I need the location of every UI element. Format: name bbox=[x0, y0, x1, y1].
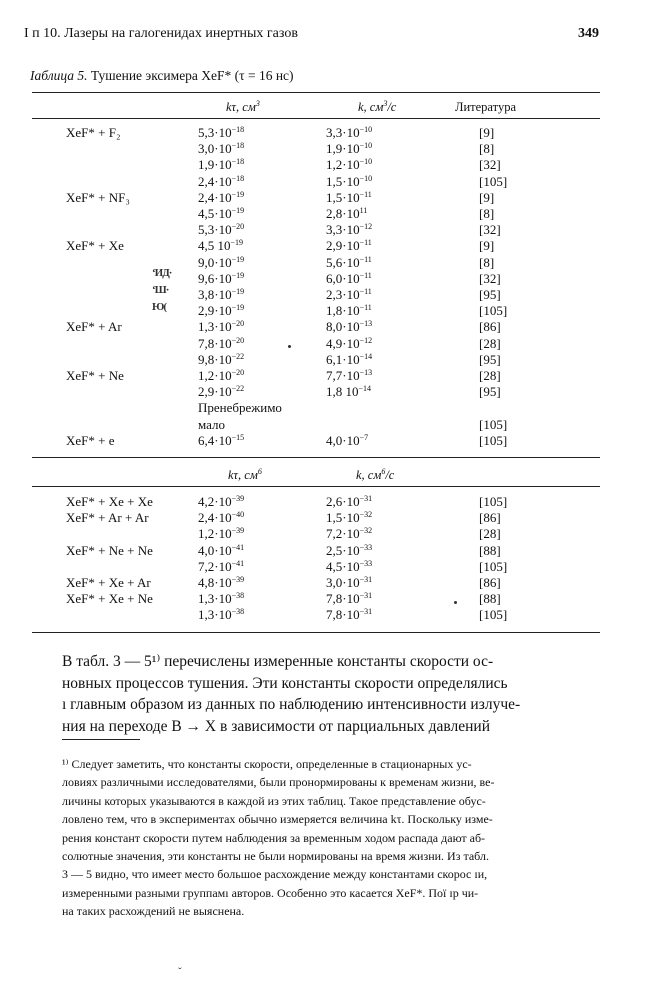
k-cell: $1,5\cdot 10^{-11}$ bbox=[326, 189, 372, 205]
kt-cell: $1,3\cdot 10^{-20}$ bbox=[198, 319, 245, 335]
footnote-line: ловлено тем, что в экспериментах обычно измеряется величина kτ. Поскольку изме- bbox=[62, 812, 493, 827]
table-row bbox=[0, 575, 649, 591]
page-number: 349 bbox=[578, 26, 599, 41]
scan-speck bbox=[454, 601, 457, 604]
kt-cell: $3,8\cdot 10^{-19}$ bbox=[198, 287, 245, 302]
kt-cell: 4,5 $10^{-19}$ bbox=[198, 238, 244, 254]
table-row bbox=[0, 190, 649, 206]
kt-cell: $4,2\cdot 10^{-39}$ bbox=[198, 494, 245, 509]
scan-artifact: ʻИД· bbox=[152, 267, 172, 279]
kt-cell: $2,4\cdot 10^{-18}$ bbox=[198, 173, 245, 189]
k-cell: $3,3\cdot 10^{-12}$ bbox=[326, 222, 373, 238]
k-cell: $2,6\cdot 10^{-31}$ bbox=[326, 494, 373, 509]
table-row bbox=[0, 222, 649, 238]
kt-cell: $4,0\cdot 10^{-41}$ bbox=[198, 542, 245, 558]
kt-cell: $4,8\cdot 10^{-39}$ bbox=[198, 575, 245, 590]
table-row bbox=[0, 433, 649, 449]
scan-artifact: ʻШ· bbox=[152, 284, 169, 296]
literature-cell: [88] bbox=[479, 542, 501, 558]
table-row bbox=[0, 174, 649, 190]
table-row bbox=[0, 303, 649, 319]
literature-cell: [9] bbox=[479, 125, 495, 140]
kt-cell: $9,8\cdot 10^{-22}$ bbox=[198, 351, 245, 367]
literature-cell: [32] bbox=[479, 222, 501, 238]
scan-speck bbox=[288, 345, 291, 348]
kt-cell: $1,3\cdot 10^{-38}$ bbox=[198, 607, 245, 623]
table-row bbox=[0, 255, 649, 271]
footnote-line: на таких расхождений не выяснена. bbox=[62, 904, 245, 919]
literature-cell: [8] bbox=[479, 206, 495, 221]
kt-cell: $2,4\cdot 10^{-40}$ bbox=[198, 510, 245, 526]
kt-cell: $1,9\cdot 10^{-18}$ bbox=[198, 157, 245, 173]
footnote-line: личины которых указываются в каждой из этих таблиц. Такое представление обус- bbox=[62, 793, 486, 808]
kt-cell: $5,3\cdot 10^{-18}$ bbox=[198, 125, 245, 140]
col-header-k-3body: k, $см^6/с$ bbox=[356, 467, 395, 482]
reaction-cell: XeF* + Xe bbox=[66, 238, 124, 254]
literature-cell: [105] bbox=[479, 303, 508, 319]
k-cell: $6,1\cdot 10^{-14}$ bbox=[326, 351, 373, 367]
kt-cell: $2,9\cdot 10^{-19}$ bbox=[198, 303, 245, 319]
k-cell: $7,2\cdot 10^{-32}$ bbox=[326, 526, 373, 542]
k-cell: $4,9\cdot 10^{-12}$ bbox=[326, 335, 373, 351]
table-row bbox=[0, 526, 649, 542]
literature-cell: [105] bbox=[479, 432, 508, 448]
reaction-cell: XeF* + F₂ bbox=[66, 125, 121, 140]
table-row bbox=[0, 607, 649, 623]
reaction-cell: XeF* + Ar + Ar bbox=[66, 510, 149, 526]
table-row bbox=[0, 384, 649, 400]
k-cell: $1,2\cdot 10^{-10}$ bbox=[326, 157, 373, 173]
kt-cell: $2,9\cdot 10^{-22}$ bbox=[198, 384, 245, 400]
footnote-line: ¹⁾ Следует заметить, что константы скорости, определенные в стационарных ус- bbox=[62, 757, 472, 771]
col-header-kt-3body: kτ, $см^6$ bbox=[228, 467, 262, 482]
footnote-line: 3 — 5 видно, что имеет место большое расхождение между константами скорос ɪи, bbox=[62, 867, 488, 882]
kt-cell: $3,0\cdot 10^{-18}$ bbox=[198, 141, 245, 157]
kt-cell: $5,3\cdot 10^{-20}$ bbox=[198, 222, 245, 238]
table-caption-label: Iаблица 5. bbox=[30, 68, 88, 83]
body-paragraph bbox=[62, 651, 542, 737]
k-cell: $7,7\cdot 10^{-13}$ bbox=[326, 368, 373, 383]
k-cell: $2,8\cdot 10^{11}$ bbox=[326, 206, 368, 221]
col-header-k: k, $см^3/с$ bbox=[358, 99, 397, 114]
literature-cell: [95] bbox=[479, 384, 501, 400]
scan-artifact: Ю( bbox=[152, 301, 167, 313]
k-cell: $8,0\cdot 10^{-13}$ bbox=[326, 319, 373, 335]
kt-cell: $6,4\cdot 10^{-15}$ bbox=[198, 432, 245, 448]
kt-cell: $9,0\cdot 10^{-19}$ bbox=[198, 254, 245, 270]
k-cell: $3,0\cdot 10^{-31}$ bbox=[326, 575, 373, 590]
table-row bbox=[0, 238, 649, 254]
col-header-kt: kτ, $см^3$ bbox=[226, 99, 260, 114]
reaction-cell: XeF* + Ar bbox=[66, 319, 122, 335]
kt-cell: $2,4\cdot 10^{-19}$ bbox=[198, 189, 245, 205]
literature-cell: [86] bbox=[479, 510, 501, 526]
literature-cell: [32] bbox=[479, 270, 501, 286]
kt-cell: $7,8\cdot 10^{-20}$ bbox=[198, 335, 245, 351]
k-cell: $2,3\cdot 10^{-11}$ bbox=[326, 287, 372, 302]
k-cell: $4,0\cdot 10^{-7}$ bbox=[326, 432, 369, 448]
table-bottom-rule bbox=[32, 632, 600, 633]
table-top-rule bbox=[32, 92, 600, 93]
literature-cell: [8] bbox=[479, 141, 495, 157]
footnote-line: измеренными разными группамı авторов. Особенно это касается XeF*. Пої ɪр чи- bbox=[62, 885, 479, 900]
literature-cell: [8] bbox=[479, 254, 495, 270]
literature-cell: [28] bbox=[479, 335, 501, 351]
literature-cell: [105] bbox=[479, 416, 508, 432]
paragraph-line: В табл. 3 — 5¹⁾ перечислены измеренные константы скорости ос- bbox=[62, 653, 494, 670]
k-cell: $1,5\cdot 10^{-10}$ bbox=[326, 173, 373, 189]
paragraph-line: новных процессов тушения. Эти константы скорости определялись bbox=[62, 674, 508, 692]
table-row bbox=[0, 287, 649, 303]
table-row bbox=[0, 157, 649, 173]
table-row bbox=[0, 400, 649, 416]
footnote-line: рения констант скорости путем наблюдения за временным ходом распада дают аб- bbox=[62, 830, 486, 845]
footnote-line: солютные значения, эти константы не были нормированы на время жизни. Из табл. bbox=[62, 848, 489, 863]
table-row bbox=[0, 125, 649, 141]
literature-cell: [9] bbox=[479, 238, 495, 254]
table-row bbox=[0, 494, 649, 510]
table-row bbox=[0, 510, 649, 526]
literature-cell: [86] bbox=[479, 319, 501, 335]
reaction-cell: XeF* + Xe + Ar bbox=[66, 575, 151, 590]
kt-cell: $1,2\cdot 10^{-20}$ bbox=[198, 368, 245, 383]
table-row bbox=[0, 543, 649, 559]
table-row bbox=[0, 141, 649, 157]
table-row bbox=[0, 206, 649, 222]
reaction-cell: XeF* + NF₃ bbox=[66, 189, 130, 205]
reaction-cell: XeF* + Xe + Xe bbox=[66, 494, 153, 509]
literature-cell: [28] bbox=[479, 368, 501, 383]
literature-cell: [105] bbox=[479, 494, 508, 509]
table-row bbox=[0, 368, 649, 384]
literature-cell: [105] bbox=[479, 607, 508, 623]
k-cell: $5,6\cdot 10^{-11}$ bbox=[326, 254, 372, 270]
table-row bbox=[0, 336, 649, 352]
kt-cell: мало bbox=[198, 416, 226, 432]
kt-cell: Пренебрежимо bbox=[198, 400, 282, 416]
literature-cell: [88] bbox=[479, 591, 501, 607]
kt-cell: $1,3\cdot 10^{-38}$ bbox=[198, 591, 245, 607]
running-head: I п 10. Лазеры на галогенидах инертных газов bbox=[24, 26, 298, 41]
footnote-rule bbox=[62, 739, 140, 740]
literature-cell: [95] bbox=[479, 287, 501, 302]
paragraph-line: ния на переходе B → X в зависимости от парциальных давлений bbox=[62, 717, 490, 735]
literature-cell: [9] bbox=[479, 189, 495, 205]
table-row bbox=[0, 352, 649, 368]
k-cell: $4,5\cdot 10^{-33}$ bbox=[326, 558, 373, 574]
k-cell: $3,3\cdot 10^{-10}$ bbox=[326, 125, 373, 140]
k-cell: $7,8\cdot 10^{-31}$ bbox=[326, 591, 373, 607]
reaction-cell: XeF* + Xe + Ne bbox=[66, 591, 153, 607]
k-cell: $1,5\cdot 10^{-32}$ bbox=[326, 510, 373, 526]
k-cell: 1,8 $10^{-14}$ bbox=[326, 384, 372, 400]
literature-cell: [86] bbox=[479, 575, 501, 590]
kt-cell: $1,2\cdot 10^{-39}$ bbox=[198, 526, 245, 542]
table-header-rule bbox=[32, 118, 600, 119]
literature-cell: [32] bbox=[479, 157, 501, 173]
literature-cell: [105] bbox=[479, 558, 508, 574]
footnote-line: ловиях различными исследователями, были пронормированы к временам жизни, ве- bbox=[62, 775, 495, 790]
scan-mark: ˇ bbox=[178, 966, 182, 978]
table-caption bbox=[30, 68, 294, 84]
k-cell: $7,8\cdot 10^{-31}$ bbox=[326, 607, 373, 623]
k-cell: $1,8\cdot 10^{-11}$ bbox=[326, 303, 372, 319]
table-subheader-rule bbox=[32, 486, 600, 487]
table-row bbox=[0, 559, 649, 575]
k-cell: $1,9\cdot 10^{-10}$ bbox=[326, 141, 373, 157]
table-row bbox=[0, 271, 649, 287]
literature-cell: [28] bbox=[479, 526, 501, 542]
reaction-cell: XeF* + e bbox=[66, 432, 115, 448]
table-row bbox=[0, 417, 649, 433]
col-header-literature: Литература bbox=[455, 100, 516, 114]
reaction-cell: XeF* + Ne + Ne bbox=[66, 542, 153, 558]
kt-cell: $4,5\cdot 10^{-19}$ bbox=[198, 206, 245, 221]
literature-cell: [95] bbox=[479, 351, 501, 367]
table-row bbox=[0, 591, 649, 607]
literature-cell: [105] bbox=[479, 173, 508, 189]
k-cell: $2,5\cdot 10^{-33}$ bbox=[326, 542, 373, 558]
paragraph-line: ı главным образом из данных по наблюдению интенсивности излуче- bbox=[62, 696, 521, 714]
k-cell: $6,0\cdot 10^{-11}$ bbox=[326, 270, 372, 286]
table-row bbox=[0, 319, 649, 335]
footnote bbox=[62, 755, 582, 921]
k-cell: $2,9\cdot 10^{-11}$ bbox=[326, 238, 372, 254]
reaction-cell: XeF* + Ne bbox=[66, 368, 124, 383]
table-mid-rule bbox=[32, 457, 600, 458]
kt-cell: $9,6\cdot 10^{-19}$ bbox=[198, 270, 245, 286]
table-caption-text: Тушение эксимера XeF* (τ = 16 нс) bbox=[90, 68, 294, 83]
kt-cell: $7,2\cdot 10^{-41}$ bbox=[198, 558, 245, 574]
